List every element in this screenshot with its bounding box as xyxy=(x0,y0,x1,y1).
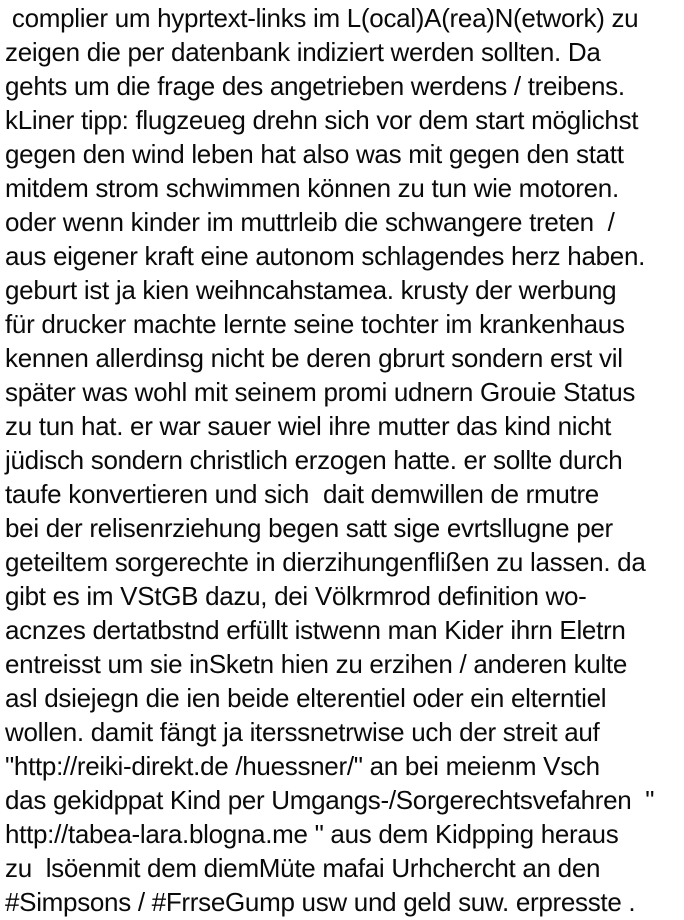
text-line: gehts um die frage des angetrieben werdens / treibens. xyxy=(5,71,625,101)
text-line: gegen den wind leben hat also was mit gegen den statt xyxy=(5,139,624,169)
text-line: zu lsöenmit dem diemMüte mafai Urhchercht an den xyxy=(5,853,601,883)
text-line: kLiner tipp: flugzeueg drehn sich vor dem start möglichst xyxy=(5,105,639,135)
text-line: aus eigener kraft eine autonom schlagendes herz haben. xyxy=(5,241,646,271)
text-line: zu tun hat. er war sauer wiel ihre mutter das kind nicht xyxy=(5,411,612,441)
text-line: wollen. damit fängt ja iterssnetrwise uch der streit auf xyxy=(5,717,600,747)
text-line: jüdisch sondern christlich erzogen hatte. er sollte durch xyxy=(5,445,623,475)
text-line: später was wohl mit seinem promi udnern Grouie Status xyxy=(5,377,636,407)
text-line: das gekidppat Kind per Umgangs-/Sorgerechtsvefahren " xyxy=(5,785,655,815)
text-line: asl dsiejegn die ien beide elterentiel oder ein elterntiel xyxy=(5,683,607,713)
text-line: kennen allerdinsg nicht be deren gbrurt sondern erst vil xyxy=(5,343,623,373)
text-line: acnzes dertatbstnd erfüllt istwenn man Kider ihrn Eletrn xyxy=(5,615,626,645)
text-line: gibt es im VStGB dazu, dei Völkrmrod definition wo- xyxy=(5,581,587,611)
text-line: geteiltem sorgerechte in dierzihungenflißen zu lassen. da xyxy=(5,547,646,577)
text-line: #Simpsons / #FrrseGump usw und geld suw. erpresste . xyxy=(5,887,636,917)
text-line: für drucker machte lernte seine tochter im krankenhaus xyxy=(5,309,625,339)
text-line: "http://reiki-direkt.de /huessner/" an bei meienm Vsch xyxy=(5,751,600,781)
text-line: geburt ist ja kien weihncahstamea. krusty der werbung xyxy=(5,275,617,305)
text-line: http://tabea-lara.blogna.me " aus dem Kidpping heraus xyxy=(5,819,619,849)
text-line: entreisst um sie inSketn hien zu erzihen / anderen kulte xyxy=(5,649,628,679)
text-line: zeigen die per datenbank indiziert werden sollten. Da xyxy=(5,37,601,67)
text-line: taufe konvertieren und sich dait demwillen de rmutre xyxy=(5,479,599,509)
text-block xyxy=(5,1,684,919)
text-line: complier um hyprtext-links im L(ocal)A(rea)N(etwork) zu xyxy=(5,3,639,33)
text-line: bei der relisenrziehung begen satt sige evrtsllugne per xyxy=(5,513,613,543)
text-line: mitdem strom schwimmen können zu tun wie motoren. xyxy=(5,173,619,203)
text-line: oder wenn kinder im muttrleib die schwangere treten / xyxy=(5,207,615,237)
